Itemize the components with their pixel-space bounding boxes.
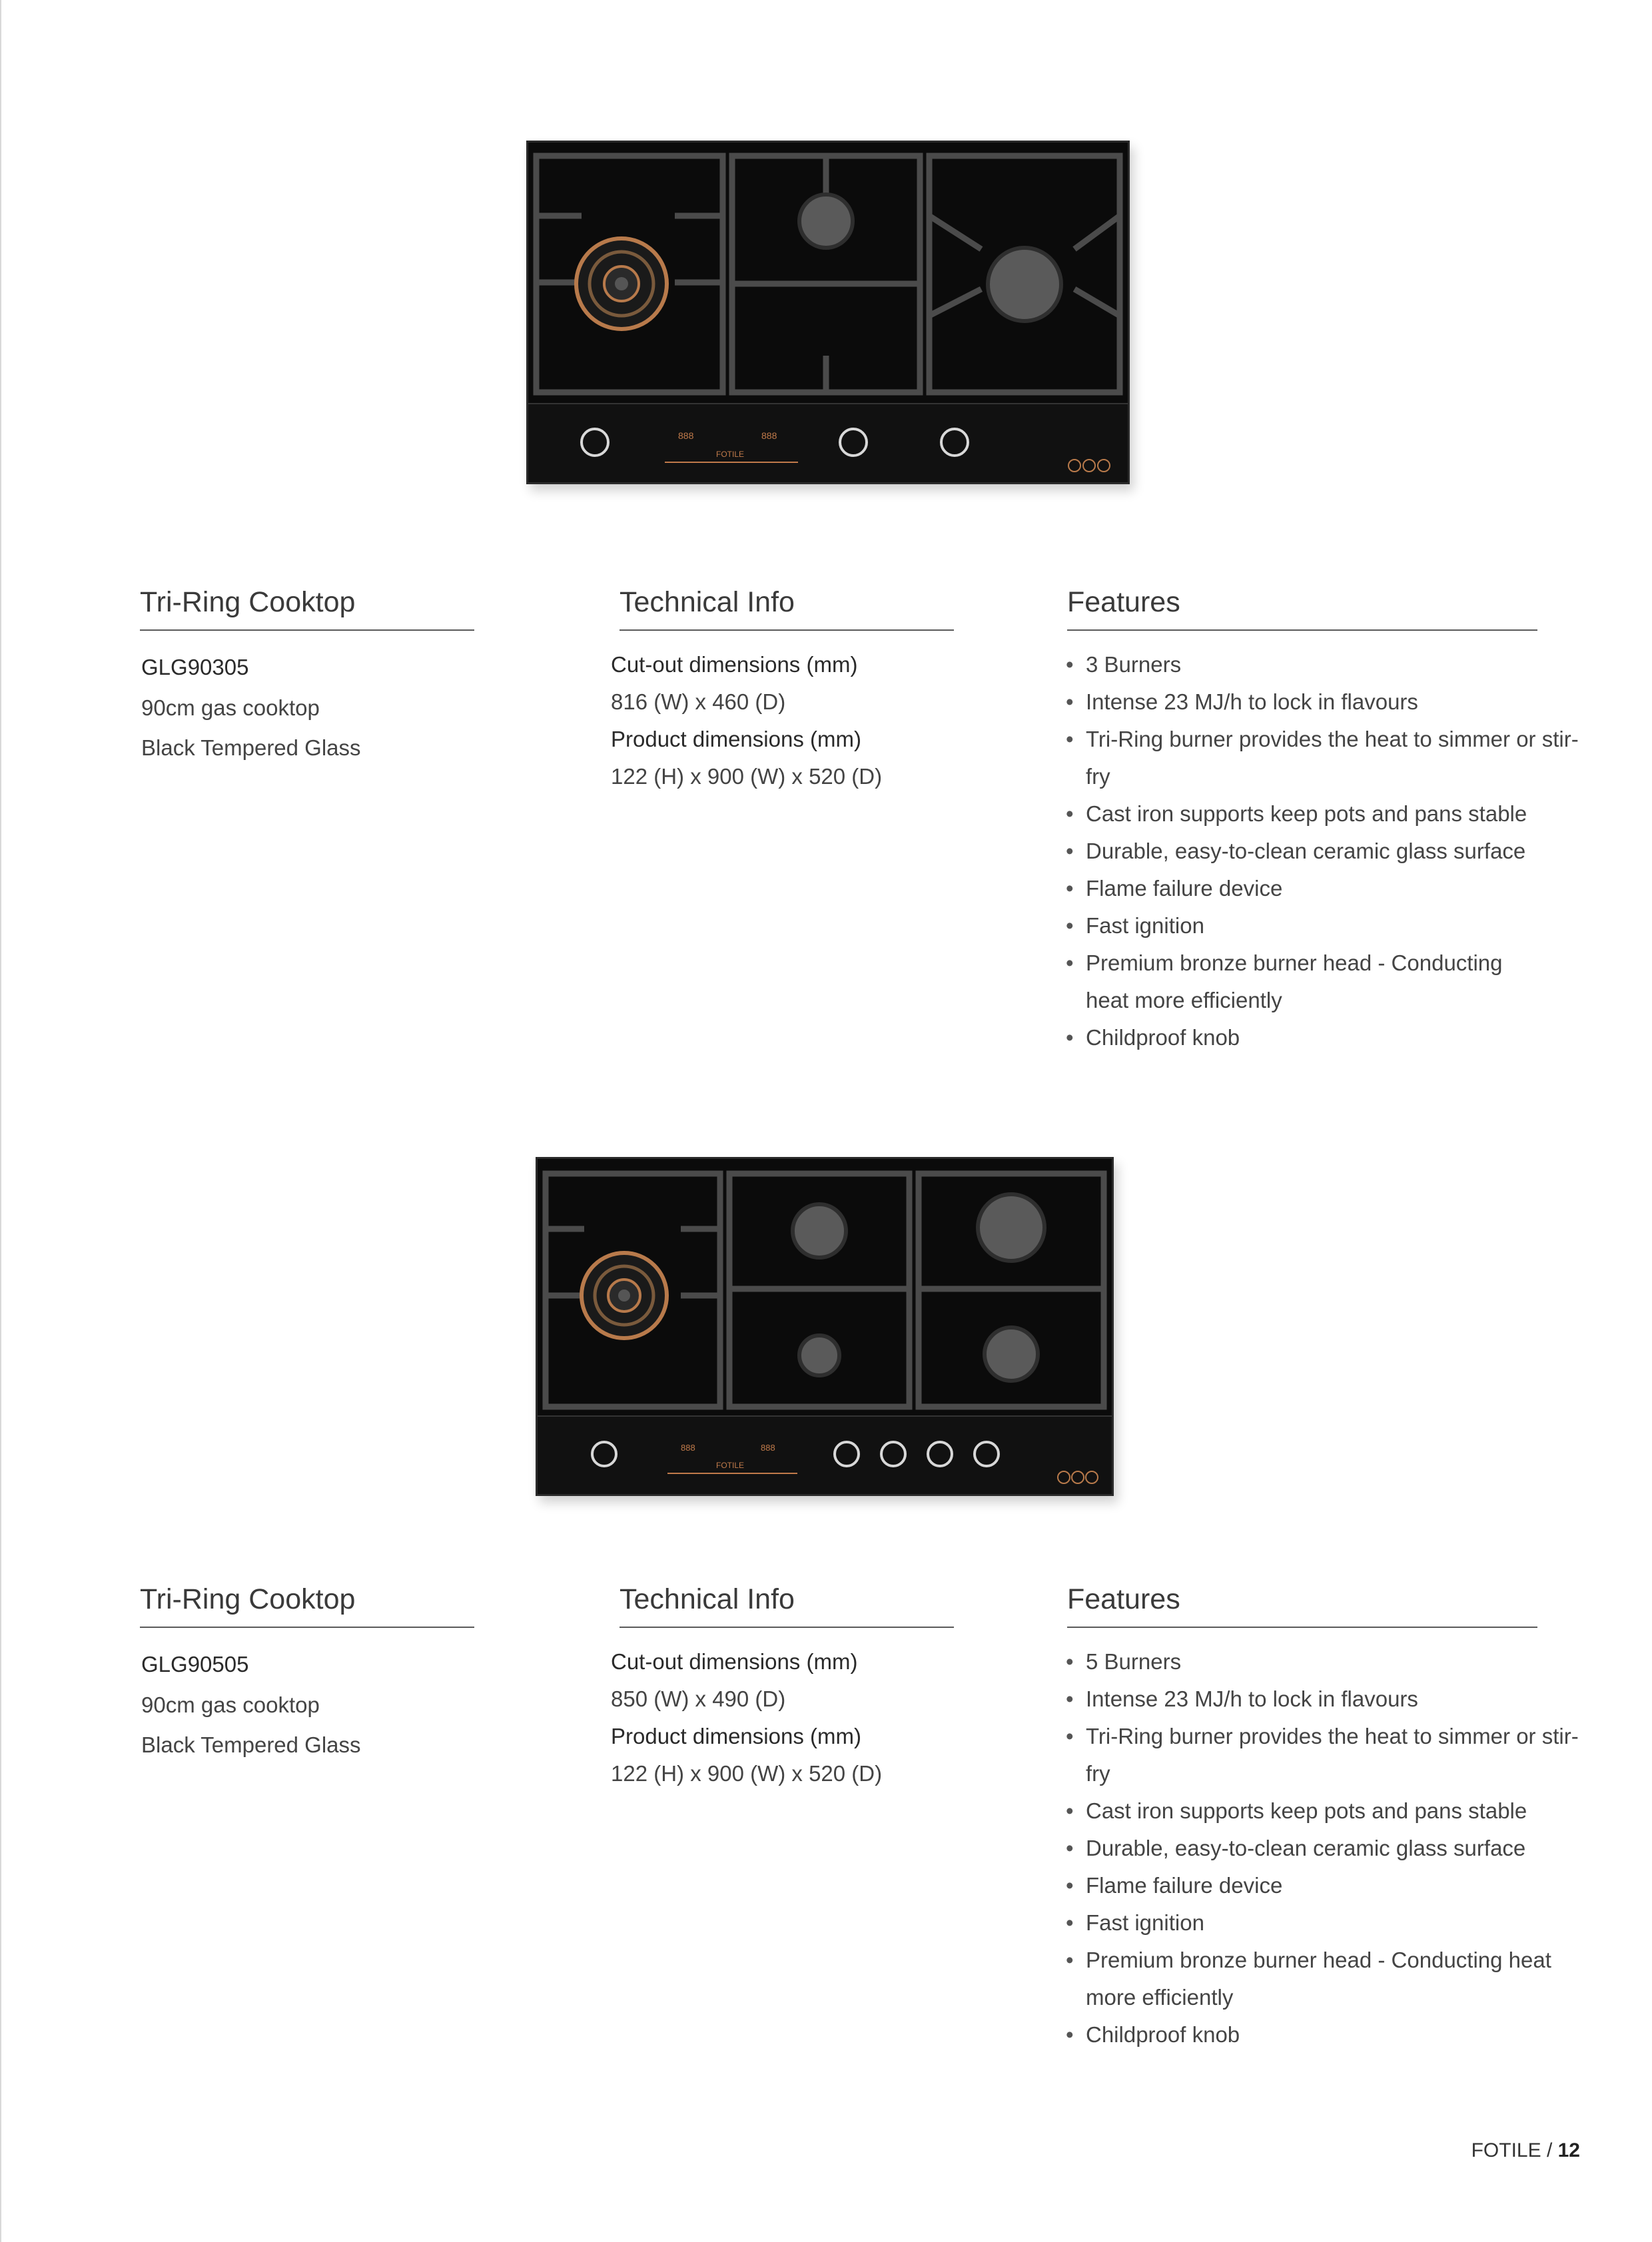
burner-cap xyxy=(799,1335,839,1375)
cutout-value: 816 (W) x 460 (D) xyxy=(611,689,786,714)
features-list xyxy=(1066,646,1585,1056)
cooktop-brand-label: FOTILE xyxy=(716,450,745,459)
feature-item: • Premium bronze burner head - Conducting heat more efficiently xyxy=(1066,944,1539,1019)
display-digits: 888 xyxy=(681,1443,695,1453)
feature-item: • Cast iron supports keep pots and pans stable xyxy=(1066,1792,1585,1830)
burner-cap xyxy=(978,1194,1044,1261)
feature-item: • Durable, easy-to-clean ceramic glass surface xyxy=(1066,833,1585,870)
feature-item: • Cast iron supports keep pots and pans stable xyxy=(1066,795,1585,833)
feature-item: • Fast ignition xyxy=(1066,1904,1585,1942)
burner-cap xyxy=(793,1204,846,1258)
cutout-label: Cut-out dimensions (mm) xyxy=(611,652,858,677)
product-description: 90cm gas cooktop xyxy=(141,695,320,720)
technical-info-heading: Technical Info xyxy=(620,1583,954,1628)
cooktop-image-glg90305 xyxy=(526,141,1130,484)
burner-cap xyxy=(985,1327,1038,1381)
product-description: 90cm gas cooktop xyxy=(141,1692,320,1717)
product-dimensions-value: 122 (H) x 900 (W) x 520 (D) xyxy=(611,764,883,789)
model-number: GLG90505 xyxy=(141,1652,249,1677)
feature-item: • Premium bronze burner head - Conducting heat more efficiently xyxy=(1066,1942,1579,2016)
feature-item: • Tri-Ring burner provides the heat to simmer or stir-fry xyxy=(1066,1718,1585,1792)
page-edge xyxy=(0,0,1,2242)
feature-item: • Intense 23 MJ/h to lock in flavours xyxy=(1066,1681,1585,1718)
product-title: Tri-Ring Cooktop xyxy=(140,586,474,631)
product-dimensions-label: Product dimensions (mm) xyxy=(611,1724,861,1748)
feature-item: • 3 Burners xyxy=(1066,646,1585,683)
feature-item: • Childproof knob xyxy=(1066,1019,1585,1056)
cooktop-brand-label: FOTILE xyxy=(716,1461,745,1470)
features-heading: Features xyxy=(1067,1583,1537,1628)
display-digits: 888 xyxy=(761,430,777,441)
feature-item: • Tri-Ring burner provides the heat to simmer or stir-fry xyxy=(1066,721,1585,795)
model-number: GLG90305 xyxy=(141,655,249,679)
feature-item: • Durable, easy-to-clean ceramic glass surface xyxy=(1066,1830,1585,1867)
burner-cap xyxy=(988,248,1061,321)
product-finish: Black Tempered Glass xyxy=(141,1732,361,1757)
cutout-value: 850 (W) x 490 (D) xyxy=(611,1686,786,1711)
tri-ring-burner xyxy=(582,1253,667,1338)
feature-item: • Intense 23 MJ/h to lock in flavours xyxy=(1066,683,1585,721)
feature-item: • 5 Burners xyxy=(1066,1643,1585,1681)
tri-ring-burner xyxy=(576,238,667,329)
technical-info-heading: Technical Info xyxy=(620,586,954,631)
feature-item: • Fast ignition xyxy=(1066,907,1585,944)
cooktop-image-glg90505 xyxy=(536,1157,1114,1496)
product-title: Tri-Ring Cooktop xyxy=(140,1583,474,1628)
features-heading: Features xyxy=(1067,586,1537,631)
page-number: 12 xyxy=(1557,2139,1580,2161)
feature-item: • Childproof knob xyxy=(1066,2016,1585,2054)
feature-item: • Flame failure device xyxy=(1066,870,1585,907)
cutout-label: Cut-out dimensions (mm) xyxy=(611,1649,858,1674)
feature-item: • Flame failure device xyxy=(1066,1867,1585,1904)
product-dimensions-value: 122 (H) x 900 (W) x 520 (D) xyxy=(611,1761,883,1786)
footer-brand: FOTILE / xyxy=(1471,2139,1553,2161)
product-dimensions-label: Product dimensions (mm) xyxy=(611,727,861,751)
burner-cap xyxy=(799,194,853,248)
product-finish: Black Tempered Glass xyxy=(141,735,361,760)
display-digits: 888 xyxy=(761,1443,775,1453)
features-list xyxy=(1066,1643,1585,2054)
display-digits: 888 xyxy=(678,430,694,441)
page-footer xyxy=(1471,2139,1580,2162)
